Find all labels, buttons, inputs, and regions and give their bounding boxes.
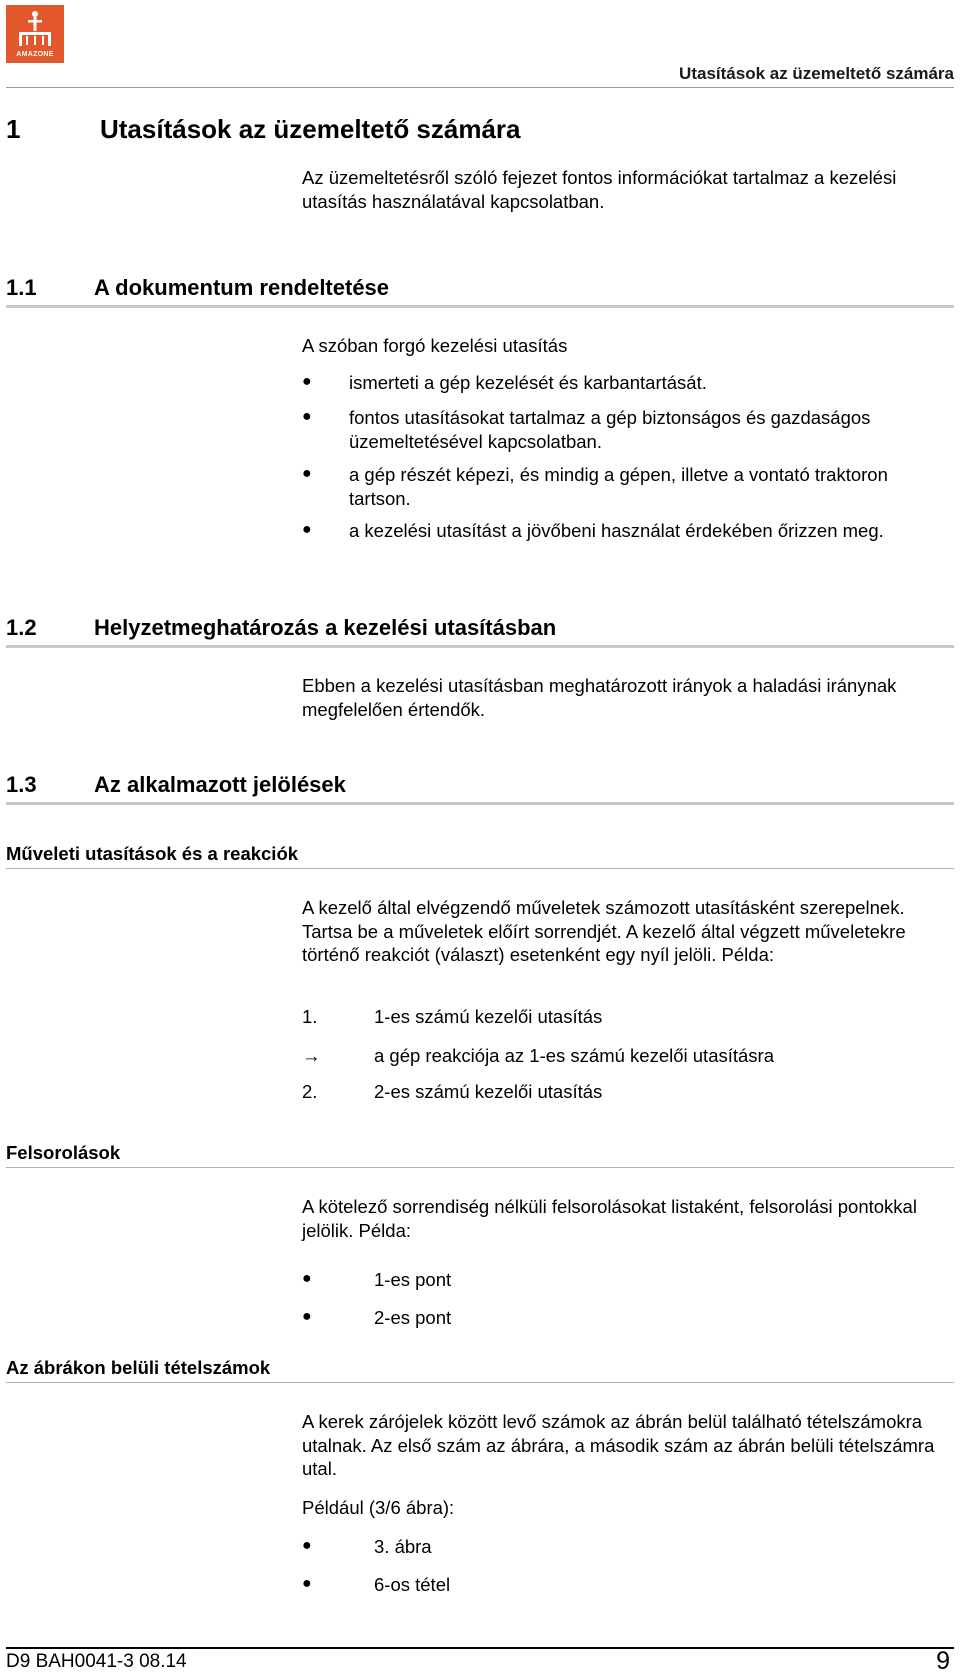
step-2-mark: 2.: [302, 1081, 318, 1102]
ops-heading: Műveleti utasítások és a reakciók: [6, 843, 299, 864]
chapter-title: Utasítások az üzemeltető számára: [100, 114, 521, 144]
section-1-1-rule: [6, 305, 954, 308]
footer-rule: [6, 1647, 954, 1649]
item-numbers-heading: Az ábrákon belüli tételszámok: [6, 1357, 271, 1378]
enum-item-1: 1-es pont: [374, 1269, 452, 1290]
step-2-text: 2-es számú kezelői utasítás: [374, 1081, 603, 1102]
s11-bullet-2: fontos utasításokat tartalmaz a gép biztonságos és gazdaságos üzemeltetésével kapcsolatban.: [349, 407, 871, 452]
section-1-3-title: Az alkalmazott jelölések: [94, 772, 346, 797]
section-1-2-number: 1.2: [6, 615, 37, 640]
item-numbers-rule: [6, 1382, 954, 1383]
s11-bullet-4: a kezelési utasítást a jövőbeni használat érdekében őrizzen meg.: [349, 520, 884, 541]
arrow-right-icon: →: [302, 1045, 321, 1066]
amazone-logo: [6, 5, 64, 63]
page-number: 9: [936, 1647, 950, 1675]
ops-text: A kezelő által elvégzendő műveletek számozott utasításként szerepelnek. Tartsa be a műveletek előírt sorrendjét. A kezelő által végzett műveletekre történő reakciót (választ) esetenként egy nyíl jelöli. Példa:: [302, 897, 906, 965]
enum-text: A kötelező sorrendiség nélküli felsorolásokat listaként, felsorolási pontokkal jelölik. Példa:: [302, 1196, 917, 1241]
s11-bullet-1: ismerteti a gép kezelését és karbantartását.: [349, 372, 707, 393]
step-1-mark: 1.: [302, 1006, 318, 1027]
header-rule: [6, 87, 954, 88]
step-reaction-text: a gép reakciója az 1-es számú kezelői utasításra: [374, 1045, 775, 1066]
logo-brand-text: AMAZONE: [16, 51, 54, 58]
section-1-3-rule: [6, 802, 954, 805]
bullet-icon: ●: [302, 1270, 312, 1287]
footer-doc-code: D9 BAH0041-3 08.14: [6, 1651, 187, 1672]
enum-item-2: 2-es pont: [374, 1307, 452, 1328]
example-item-2: 6-os tétel: [374, 1574, 451, 1595]
bullet-icon: ●: [302, 1575, 312, 1592]
bullet-icon: ●: [302, 408, 312, 425]
section-1-2-title: Helyzetmeghatározás a kezelési utasításban: [94, 615, 557, 640]
section-1-1-number: 1.1: [6, 275, 37, 300]
section-1-1-lead: A szóban forgó kezelési utasítás: [302, 335, 568, 356]
chapter-intro: Az üzemeltetésről szóló fejezet fontos információkat tartalmaz a kezelési utasítás használatával kapcsolatban.: [302, 167, 897, 212]
running-header-title: Utasítások az üzemeltető számára: [679, 64, 954, 83]
section-1-1-title: A dokumentum rendeltetése: [94, 275, 390, 300]
example-item-1: 3. ábra: [374, 1536, 432, 1557]
bullet-icon: ●: [302, 1308, 312, 1325]
ops-rule: [6, 868, 954, 869]
step-1-text: 1-es számú kezelői utasítás: [374, 1006, 603, 1027]
s11-bullet-3: a gép részét képezi, és mindig a gépen, illetve a vontató traktoron tartson.: [349, 464, 888, 509]
enum-heading: Felsorolások: [6, 1142, 121, 1163]
section-1-3-number: 1.3: [6, 772, 37, 797]
bullet-icon: ●: [302, 1537, 312, 1554]
section-1-2-text: Ebben a kezelési utasításban meghatározott irányok a haladási iránynak megfelelően értendők.: [302, 675, 897, 720]
section-1-2-rule: [6, 645, 954, 648]
bullet-icon: ●: [302, 521, 312, 538]
item-numbers-example: Például (3/6 ábra):: [302, 1497, 455, 1518]
enum-rule: [6, 1167, 954, 1168]
bullet-icon: ●: [302, 373, 312, 390]
chapter-number: 1: [6, 114, 21, 144]
bullet-icon: ●: [302, 465, 312, 482]
item-numbers-text: A kerek zárójelek között levő számok az ábrán belül található tételszámokra utalnak. Az első szám az ábrára, a második szám az ábrán belüli tételszámra utal.: [302, 1411, 935, 1479]
